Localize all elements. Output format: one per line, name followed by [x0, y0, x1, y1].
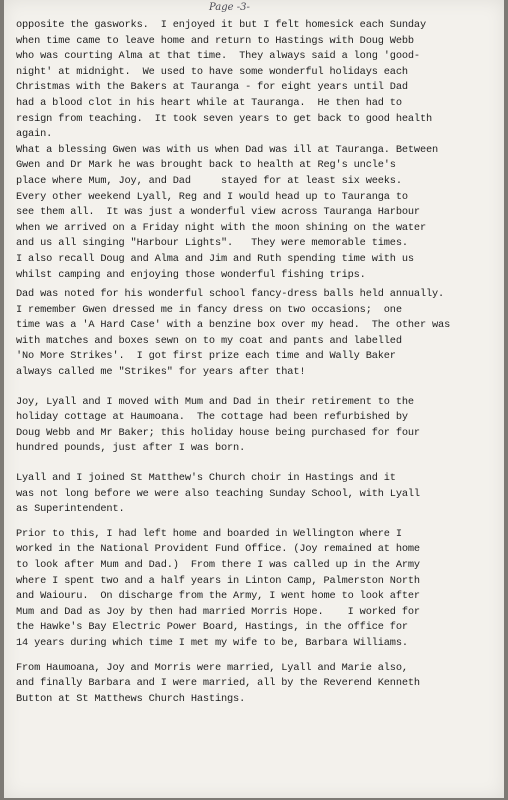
- text-line: the Hawke's Bay Electric Power Board, Hastings, in the office for: [16, 621, 408, 634]
- text-line: worked in the National Provident Fund Office. (Joy remained at home: [16, 543, 420, 556]
- text-line: again.: [16, 128, 53, 141]
- document-page: [4, 0, 504, 798]
- text-line: Prior to this, I had left home and boarded in Wellington where I: [16, 527, 402, 540]
- text-line: time was a 'A Hard Case' with a benzine box over my head. The other was: [16, 319, 451, 332]
- text-line: Mum and Dad as Joy by then had married Morris Hope. I worked for: [16, 605, 420, 618]
- text-line: was not long before we were also teaching Sunday School, with Lyall: [16, 487, 420, 500]
- text-line: holiday cottage at Haumoana. The cottage had been refurbished by: [16, 411, 408, 424]
- text-line: to look after Mum and Dad.) From there I was called up in the Army: [16, 559, 420, 571]
- paragraph-fancy-dress: [16, 287, 500, 381]
- memoir-text: [16, 18, 500, 707]
- paragraph-gasworks: [16, 18, 500, 143]
- text-line: I remember Gwen dressed me in fancy dress on two occasions; one: [16, 303, 402, 316]
- text-line: place where Mum, Joy, and Dad stayed for at least six weeks.: [16, 174, 402, 187]
- text-line: and Waiouru. On discharge from the Army, I went home to look after: [16, 590, 420, 603]
- text-line: had a blood clot in his heart while at Tauranga. He then had to: [16, 96, 402, 109]
- text-line: and us all singing "Harbour Lights". They were memorable times.: [16, 237, 408, 250]
- paragraph-haumoana: [16, 395, 500, 457]
- text-line: who was courting Alma at that time. They always said a long 'good-: [16, 50, 420, 63]
- text-line: Every other weekend Lyall, Reg and I would head up to Tauranga to: [16, 190, 408, 203]
- paragraph-church-choir: [16, 471, 500, 518]
- text-line: see them all. It was just a wonderful view across Tauranga Harbour: [16, 206, 420, 219]
- paragraph-marriages: [16, 661, 500, 708]
- text-line: whilst camping and enjoying those wonderful fishing trips.: [16, 268, 366, 281]
- text-line: opposite the gasworks. I enjoyed it but I felt homesick each Sunday: [16, 19, 426, 31]
- page-number: Page -3-: [209, 2, 250, 13]
- text-line: hundred pounds, just after I was born.: [16, 442, 246, 455]
- text-line: 14 years during which time I met my wife to be, Barbara Williams.: [16, 636, 408, 649]
- text-line: Christmas with the Bakers at Tauranga - for eight years until Dad: [16, 81, 408, 94]
- text-line: From Haumoana, Joy and Morris were married, Lyall and Marie also,: [16, 661, 408, 674]
- text-line: Joy, Lyall and I moved with Mum and Dad in their retirement to the: [16, 395, 414, 408]
- text-line: and finally Barbara and I were married, all by the Reverend Kenneth: [16, 677, 420, 690]
- text-line: 'No More Strikes'. I got first prize each time and Wally Baker: [16, 350, 396, 363]
- text-line: Dad was noted for his wonderful school fancy-dress balls held annually.: [16, 288, 445, 301]
- text-line: night' at midnight. We used to have some wonderful holidays each: [16, 65, 408, 78]
- text-line: I also recall Doug and Alma and Jim and Ruth spending time with us: [16, 252, 414, 265]
- text-line: Lyall and I joined St Matthew's Church choir in Hastings and it: [16, 472, 396, 485]
- text-line: resign from teaching. It took seven years to get back to good health: [16, 112, 433, 125]
- text-line: when we arrived on a Friday night with the moon shining on the water: [16, 221, 426, 234]
- text-line: always called me "Strikes" for years after that!: [16, 366, 306, 379]
- text-line: with matches and boxes sewn on to my coat and pants and labelled: [16, 334, 402, 347]
- text-line: when time came to leave home and return to Hastings with Doug Webb: [16, 34, 414, 47]
- text-line: Gwen and Dr Mark he was brought back to health at Reg's uncle's: [16, 159, 396, 172]
- text-line: where I spent two and a half years in Linton Camp, Palmerston North: [16, 574, 420, 587]
- paragraph-tauranga: [16, 143, 500, 283]
- text-line: What a blessing Gwen was with us when Dad was ill at Tauranga. Between: [16, 143, 439, 156]
- text-line: Button at St Matthews Church Hastings.: [16, 692, 246, 705]
- paragraph-army: [16, 527, 500, 652]
- text-line: Doug Webb and Mr Baker; this holiday house being purchased for four: [16, 426, 420, 439]
- text-line: as Superintendent.: [16, 503, 125, 516]
